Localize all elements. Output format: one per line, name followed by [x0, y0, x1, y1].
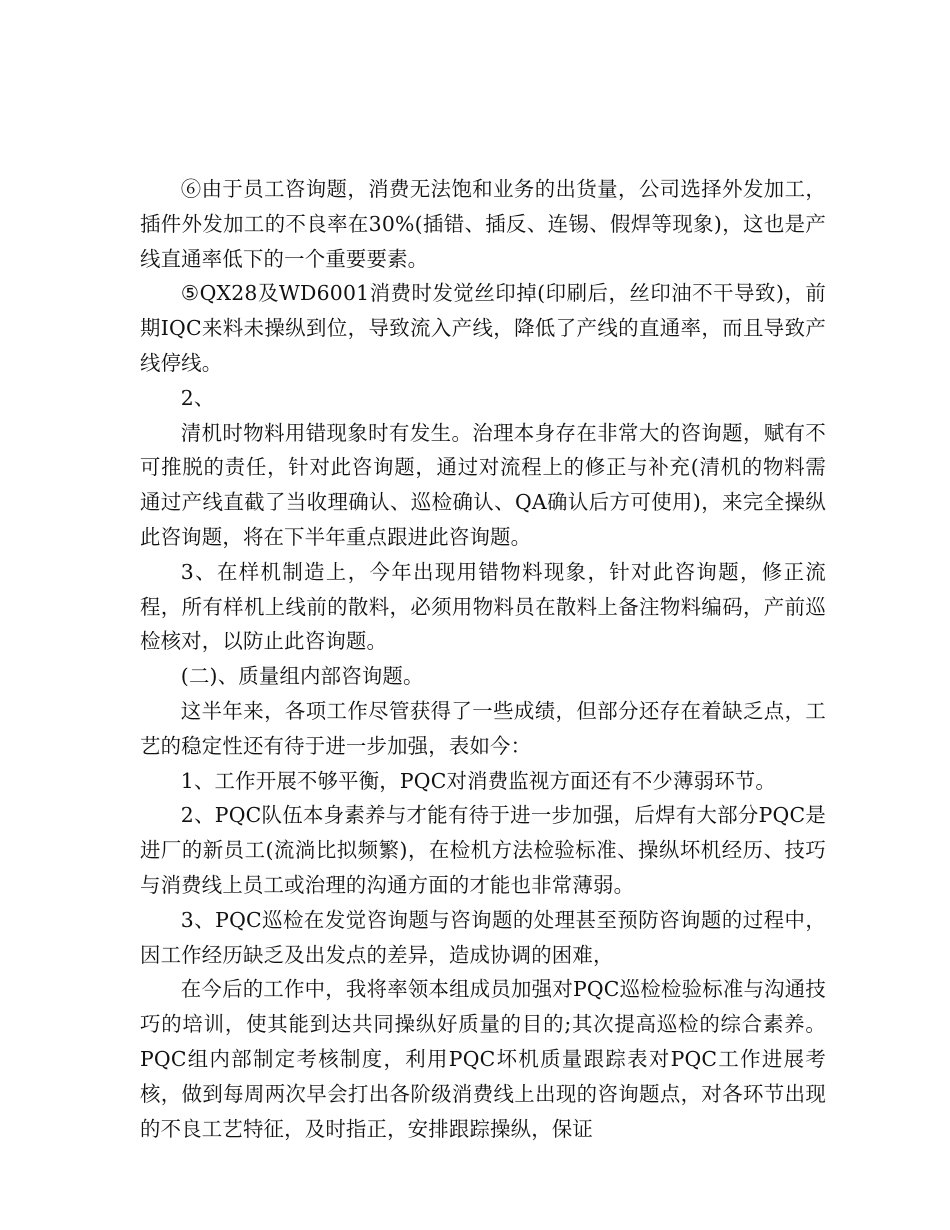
paragraph-2: ⑤QX28及WD6001消费时发觉丝印掉(印刷后，丝印油不干导致)，前期IQC来料未操纵到位，导致流入产线，降低了产线的直通率，而且导致产线停线。: [140, 281, 826, 375]
paragraph-9: 2、PQC队伍本身素养与才能有待于进一步加强，后焊有大部分PQC是进厂的新员工(流淌比拟频繁)，在检机方法检验标准、操纵坏机经历、技巧与消费线上员工或治理的沟通方面的才能也非常薄弱。: [140, 803, 826, 897]
paragraph-4: 清机时物料用错现象时有发生。治理本身存在非常大的咨询题，赋有不可推脱的责任，针对此咨询题，通过对流程上的修正与补充(清机的物料需通过产线直截了当收理确认、巡检确认、QA确认后方可使用)，来完全操纵此咨询题，将在下半年重点跟进此咨询题。: [140, 420, 826, 549]
paragraph-5: 3、在样机制造上，今年出现用错物料现象，针对此咨询题，修正流程，所有样机上线前的散料，必须用物料员在散料上备注物料编码，产前巡检核对，以防止此咨询题。: [140, 559, 826, 654]
paragraph-1: ⑥由于员工咨询题，消费无法饱和业务的出货量，公司选择外发加工，插件外发加工的不良率在30%(插错、插反、连锡、假焊等现象)，这也是产线直通率低下的一个重要要素。: [140, 177, 826, 271]
paragraph-10: 3、PQC巡检在发觉咨询题与咨询题的处理甚至预防咨询题的过程中，因工作经历缺乏及出发点的差异，造成协调的困难，: [140, 907, 826, 967]
document-body: [140, 172, 826, 1146]
paragraph-3: 2、: [180, 385, 215, 410]
paragraph-8: 1、工作开展不够平衡，PQC对消费监视方面还有不少薄弱环节。: [180, 768, 776, 793]
paragraph-7: 这半年来，各项工作尽管获得了一些成绩，但部分还存在着缺乏点，工艺的稳定性还有待于进一步加强，表如今：: [140, 698, 826, 758]
paragraph-6: (二)、质量组内部咨询题。: [180, 664, 424, 689]
paragraph-11: 在今后的工作中，我将率领本组成员加强对PQC巡检检验标准与沟通技巧的培训，使其能到达共同操纵好质量的目的;其次提高巡检的综合素养。PQC组内部制定考核制度，利用PQC坏机质量跟踪表对PQC工作进展考核，做到每周两次早会打出各阶级消费线上出现的咨询题点，对各环节出现的不良工艺特征，及时指正，安排跟踪操纵，保证: [140, 977, 826, 1141]
